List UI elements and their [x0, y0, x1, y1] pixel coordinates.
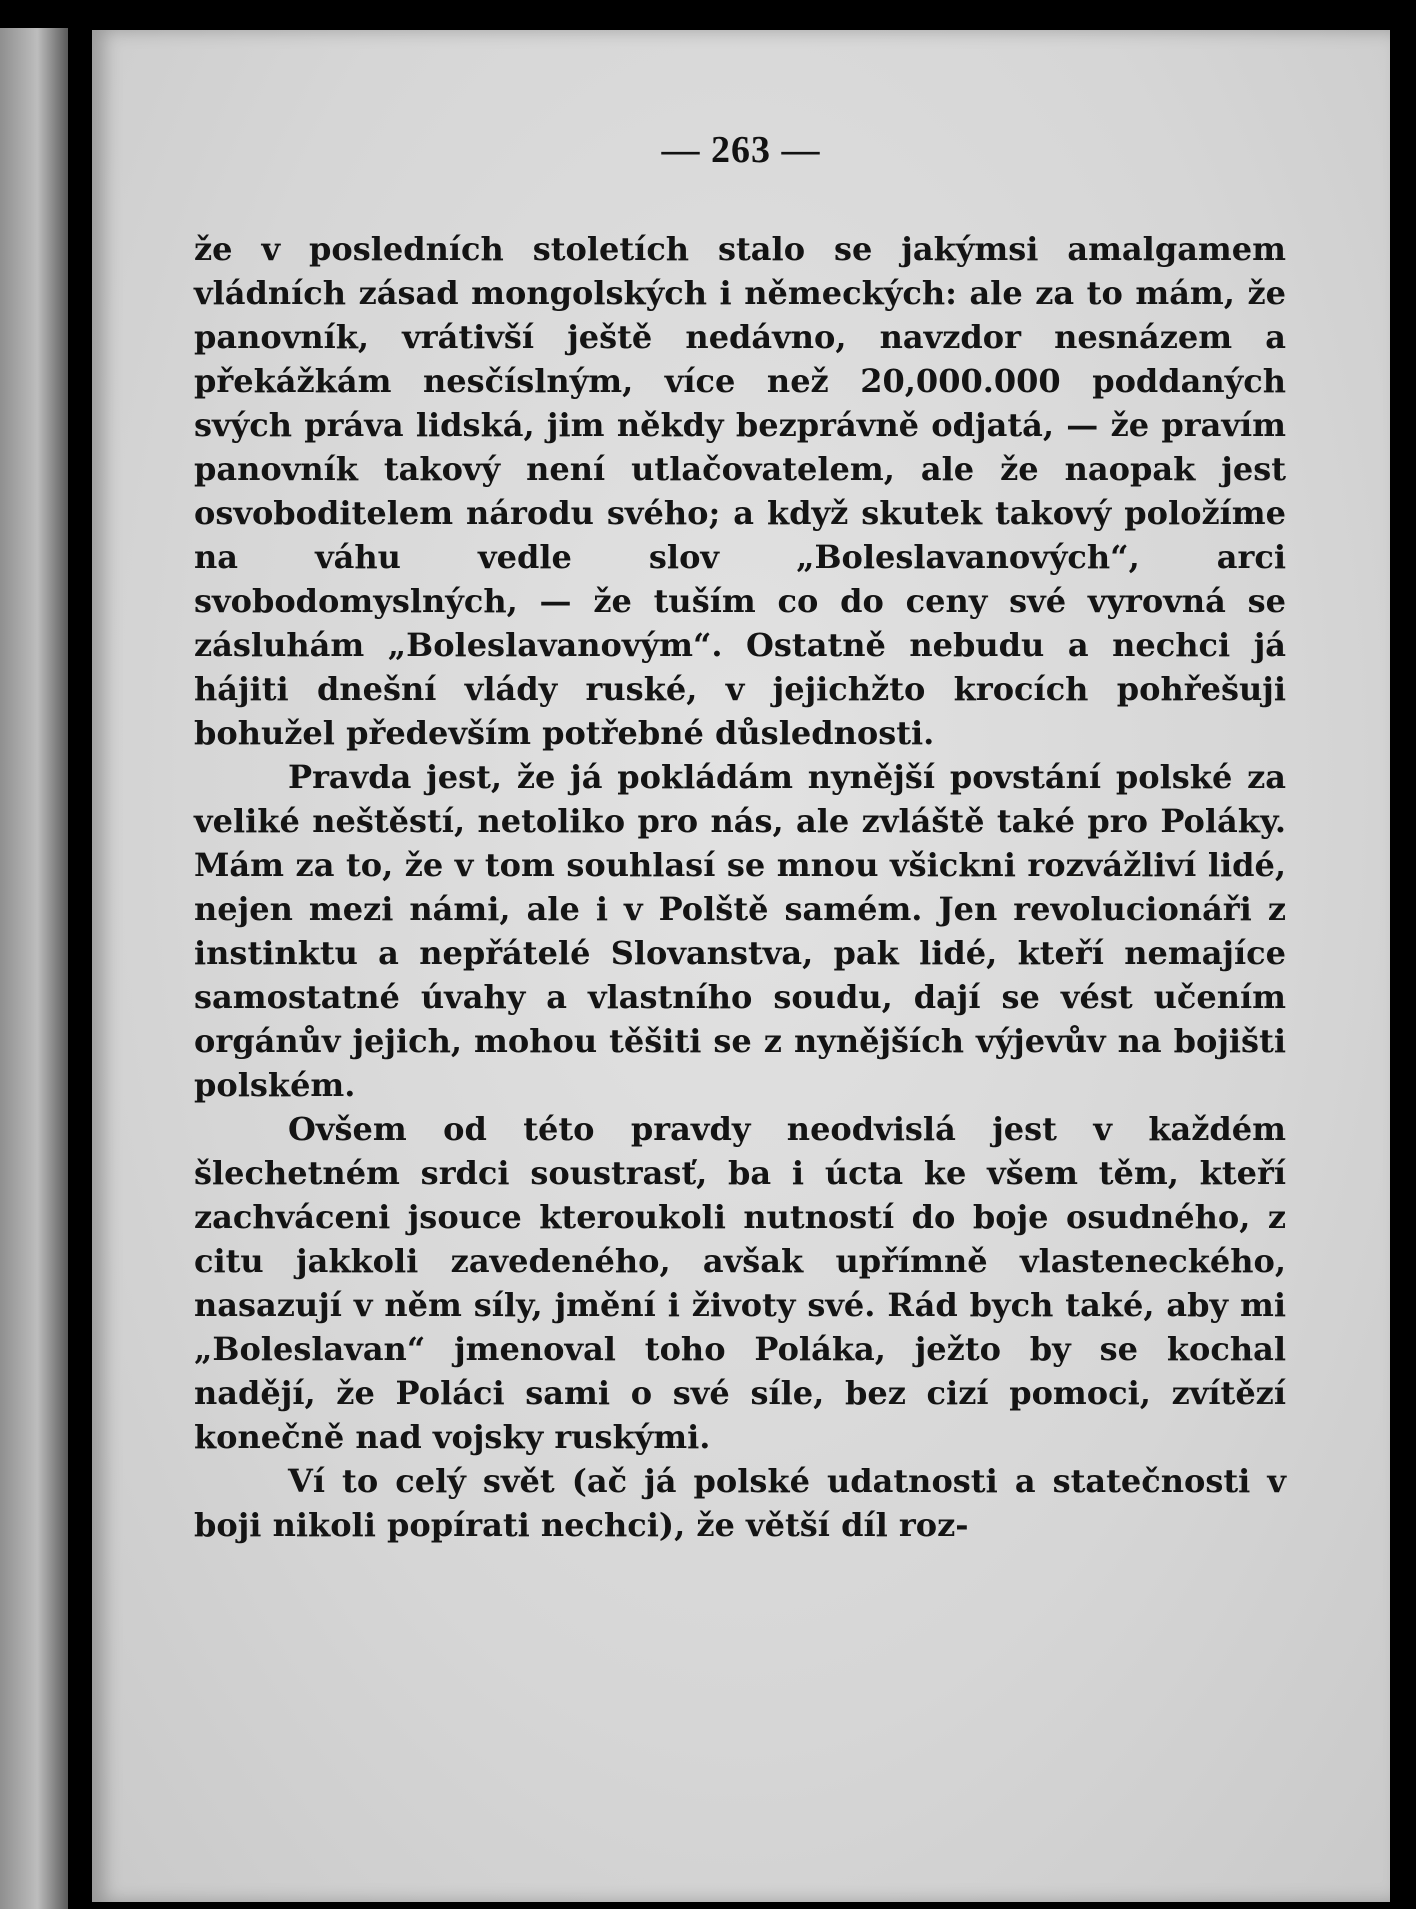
paragraph-4: Ví to celý svět (ač já polské udatnosti a statečnosti v boji nikoli popírati nechci), že větší díl roz-	[194, 1462, 1286, 1544]
paragraph-1: že v posledních stoletích stalo se jakýmsi amalgamem vládních zásad mongolských i německých: ale za to mám, že panovník, vrátivší ještě nedávno, navzdor nesnázem a překážkám nesčíslným, více než 20,000.000 poddaných svých práva lidská, jim někdy bezprávně odjatá, — že pravím panovník takový není utlačovatelem, ale že naopak jest osvoboditelem národu svého; a když skutek takový položíme na váhu vedle slov „Boleslavanových“, arci svobodomyslných, — že tuším co do ceny své vyrovná se zásluhám „Boleslavanovým“. Ostatně nebudu a nechci já hájiti dnešní vlády ruské, v jejichžto krocích pohřešuji bohužel především potřebné důslednosti.	[194, 230, 1286, 752]
paragraph-2: Pravda jest, že já pokládám nynější povstání polské za veliké neštěstí, netoliko pro nás, ale zvláště také pro Poláky. Mám za to, že v tom souhlasí se mnou všickni rozvážliví lidé, nejen mezi námi, ale i v Polště samém. Jen revolucionáři z instinktu a nepřátelé Slovanstva, pak lidé, kteří nemajíce samostatné úvahy a vlastního soudu, dají se vést učením orgánův jejich, mohou těšiti se z nynějších výjevův na bojišti polském.	[194, 758, 1286, 1104]
book-page	[92, 30, 1390, 1902]
left-page-edge	[0, 28, 68, 1909]
page-number: — 263 —	[661, 129, 821, 171]
paragraph-3: Ovšem od této pravdy neodvislá jest v každém šlechetném srdci soustrasť, ba i úcta ke všem těm, kteří zachváceni jsouce kteroukoli nutností do boje osudného, z citu jakkoli zavedeného, avšak upřímně vlasteneckého, nasazují v něm síly, jmění i životy své. Rád bych také, aby mi „Boleslavan“ jmenoval toho Poláka, ježto by se kochal nadějí, že Poláci sami o své síle, bez cizí pomoci, zvítězí konečně nad vojsky ruskými.	[194, 1110, 1286, 1456]
page-body	[194, 227, 1286, 1547]
